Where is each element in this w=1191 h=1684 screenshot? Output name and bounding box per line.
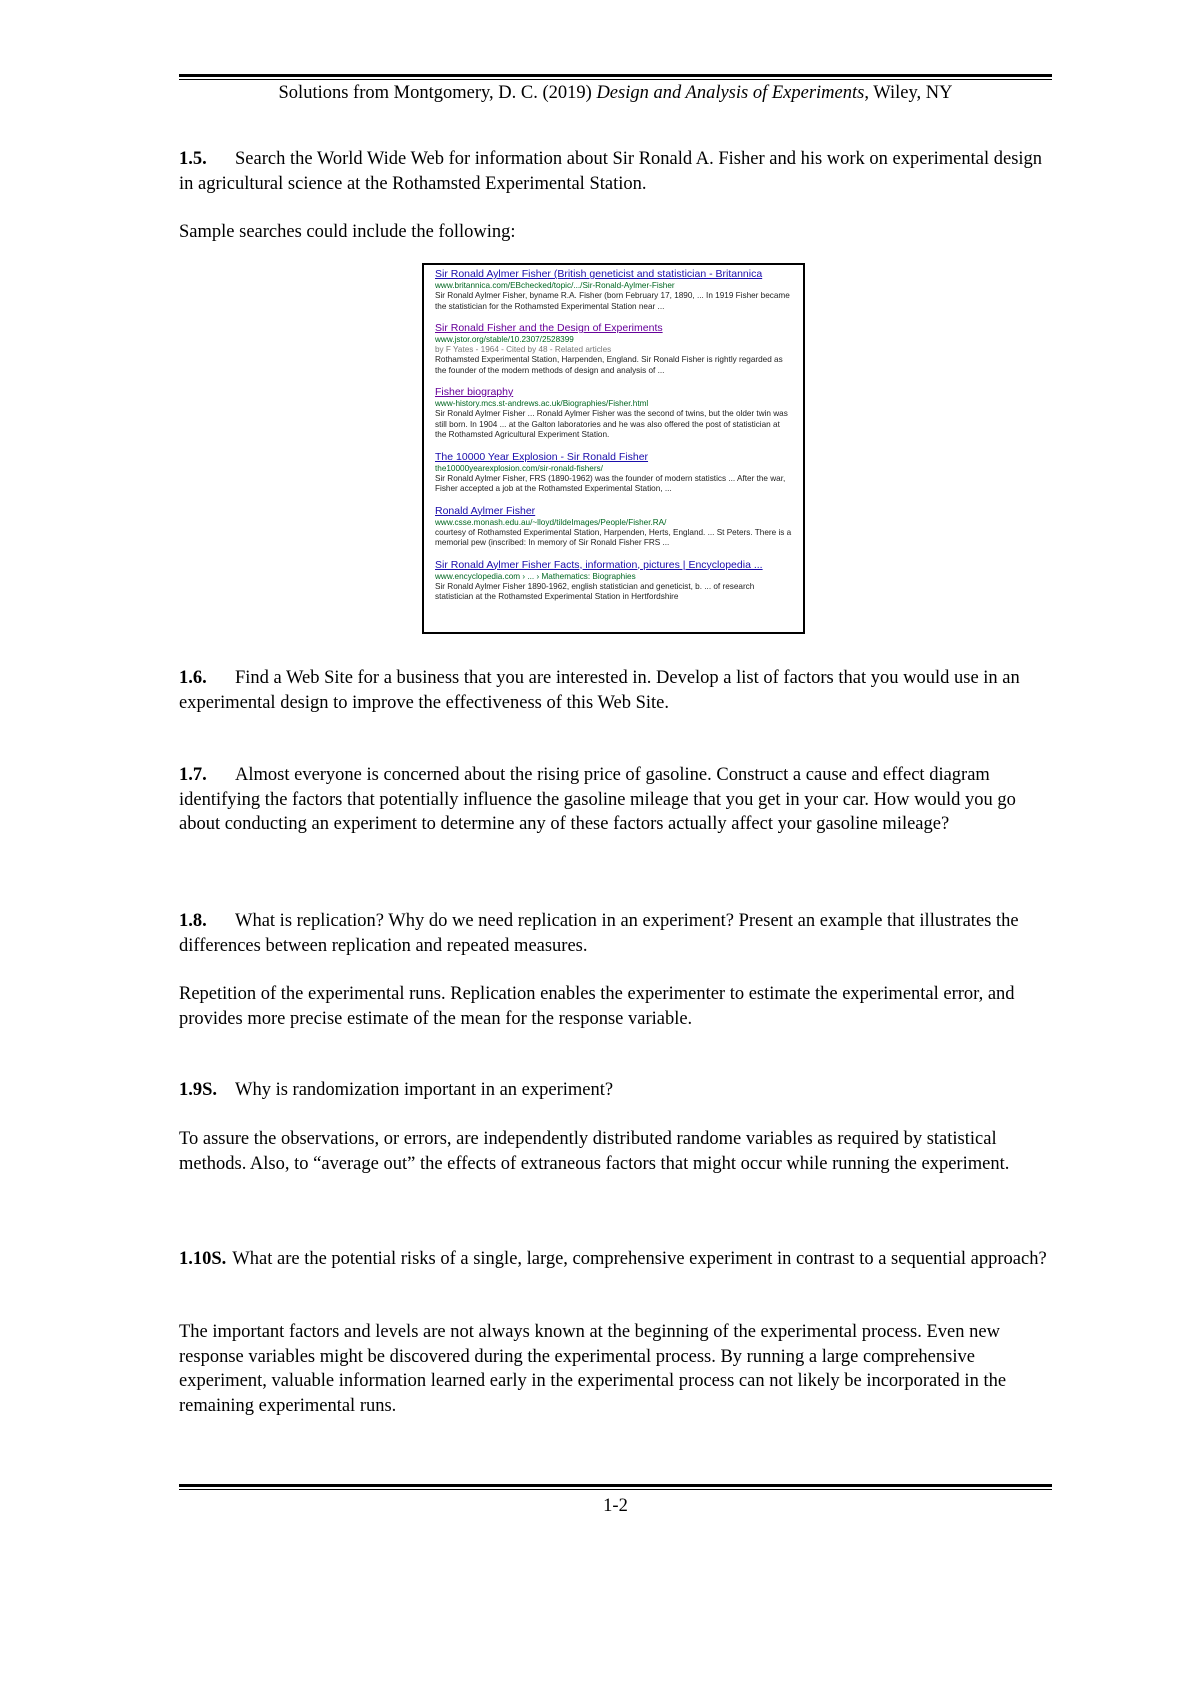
result-url: www.britannica.com/EBchecked/topic/.../Sir-Ronald-Aylmer-Fisher (435, 281, 675, 290)
question-text: What are the potential risks of a single, large, comprehensive experiment in contrast to a sequential approach? (232, 1249, 1047, 1269)
result-url: www.jstor.org/stable/10.2307/2528399 (435, 335, 574, 344)
result-url: the10000yearexplosion.com/sir-ronald-fishers/ (435, 463, 603, 473)
answer-1-9s: To assure the observations, or errors, are independently distributed randome variables as required by statistical methods. Also, to “average out” the effects of extraneous factors that might occur while running the experiment. (179, 1129, 1010, 1174)
result-snippet: Sir Ronald Aylmer Fisher, FRS (1890-1962) was the founder of modern statistics ... After the war, Fisher accepted a job at the Rothamsted Experimental Station, ... (435, 473, 786, 493)
result-title[interactable]: Ronald Aylmer Fisher (435, 504, 536, 517)
question-1-6 (179, 666, 1059, 715)
result-meta: by F Yates - 1964 - Cited by 48 - Related articles (435, 345, 612, 354)
question-1-9s (179, 1078, 1059, 1103)
result-url: www.encyclopedia.com › ... › Mathematics: Biographies (435, 571, 636, 581)
search-result (435, 559, 793, 603)
running-header (179, 82, 1052, 104)
question-1-7 (179, 763, 1059, 837)
search-result (435, 386, 793, 441)
question-text: Search the World Wide Web for information about Sir Ronald A. Fisher and his work on experimental design in agricultural science at the Rothamsted Experimental Station. (179, 149, 1043, 194)
result-title[interactable]: Sir Ronald Aylmer Fisher Facts, information, pictures | Encyclopedia ... (435, 558, 763, 571)
footer-rule-thin (179, 1489, 1052, 1490)
answer-1-5-intro: Sample searches could include the following: (179, 222, 516, 242)
result-url: www-history.mcs.st-andrews.ac.uk/Biographies/Fisher.html (435, 399, 649, 408)
search-result (435, 505, 793, 549)
header-book-title: Design and Analysis of Experiments (596, 83, 865, 103)
question-1-8 (179, 909, 1059, 958)
question-number: 1.7. (179, 765, 207, 785)
question-text: Almost everyone is concerned about the rising price of gasoline. Construct a cause and effect diagram identifying the factors that potentially influence the gasoline mileage that you get in your car. How would you go about conducting an experiment to determine any of these factors actually affect your gasoline mileage? (179, 765, 1016, 834)
search-result (435, 451, 793, 495)
result-snippet: Sir Ronald Aylmer Fisher 1890-1962, english statistician and geneticist, b. ... of research statistician at the Rothamsted Experimental Station in Hertfordshire (435, 581, 755, 601)
footer-rule-thick (179, 1484, 1052, 1487)
result-snippet: Sir Ronald Aylmer Fisher ... Ronald Aylmer Fisher was the second of twins, but the older twin was still born. In 1904 ... at the Galton laboratories and he was also offered the post of statistician at the Rothamsted Agricultural Experiment Station. (435, 409, 788, 439)
result-snippet: Sir Ronald Aylmer Fisher, byname R.A. Fisher (born February 17, 1890, ... In 1919 Fisher became the statistician for the Rothamsted Experimental Station near ... (435, 291, 790, 311)
result-snippet: courtesy of Rothamsted Experimental Station, Harpenden, Herts, England. ... St Peters. There is a memorial pew (inscribed: In memory of Sir Ronald Fisher FRS ... (435, 527, 792, 547)
result-title[interactable]: Sir Ronald Fisher and the Design of Experiments (435, 322, 663, 334)
page-number: 1-2 (603, 1496, 628, 1516)
question-number: 1.6. (179, 668, 207, 688)
question-number: 1.10S. (179, 1249, 227, 1269)
search-results-screenshot (422, 263, 805, 634)
answer-1-8: Repetition of the experimental runs. Replication enables the experimenter to estimate the experimental error, and provides more precise estimate of the mean for the response variable. (179, 984, 1015, 1029)
header-rule-thin (179, 79, 1052, 80)
question-number: 1.5. (179, 149, 207, 169)
question-number: 1.9S. (179, 1080, 218, 1100)
question-text: Find a Web Site for a business that you are interested in. Develop a list of factors that you would use in an experimental design to improve the effectiveness of this Web Site. (179, 668, 1020, 713)
result-title[interactable]: Sir Ronald Aylmer Fisher (British geneticist and statistician - Britannica (435, 268, 763, 280)
question-1-5 (179, 147, 1059, 196)
question-1-10s (179, 1247, 1059, 1272)
result-title[interactable]: The 10000 Year Explosion - Sir Ronald Fisher (435, 450, 649, 463)
result-snippet: Rothamsted Experimental Station, Harpenden, England. Sir Ronald Fisher is rightly regarded as the founder of the modern methods of design and analysis of ... (435, 355, 783, 375)
question-text: What is replication? Why do we need replication in an experiment? Present an example that illustrates the differences between replication and repeated measures. (179, 911, 1019, 956)
result-url: www.csse.monash.edu.au/~lloyd/tildeImages/People/Fisher.RA/ (435, 517, 667, 527)
search-result (435, 268, 793, 312)
header-rule-thick (179, 74, 1052, 77)
search-result (435, 322, 793, 376)
question-text: Why is randomization important in an experiment? (235, 1080, 614, 1100)
answer-1-10s: The important factors and levels are not always known at the beginning of the experimental process. Even new response variables might be discovered during the experimental process. By running a large comprehensive experiment, valuable information learned early in the experimental process can not likely be incorporated in the remaining experimental runs. (179, 1322, 1007, 1416)
result-title[interactable]: Fisher biography (435, 386, 514, 398)
header-suffix: , Wiley, NY (864, 83, 953, 103)
header-prefix: Solutions from Montgomery, D. C. (2019) (278, 83, 597, 103)
question-number: 1.8. (179, 911, 207, 931)
